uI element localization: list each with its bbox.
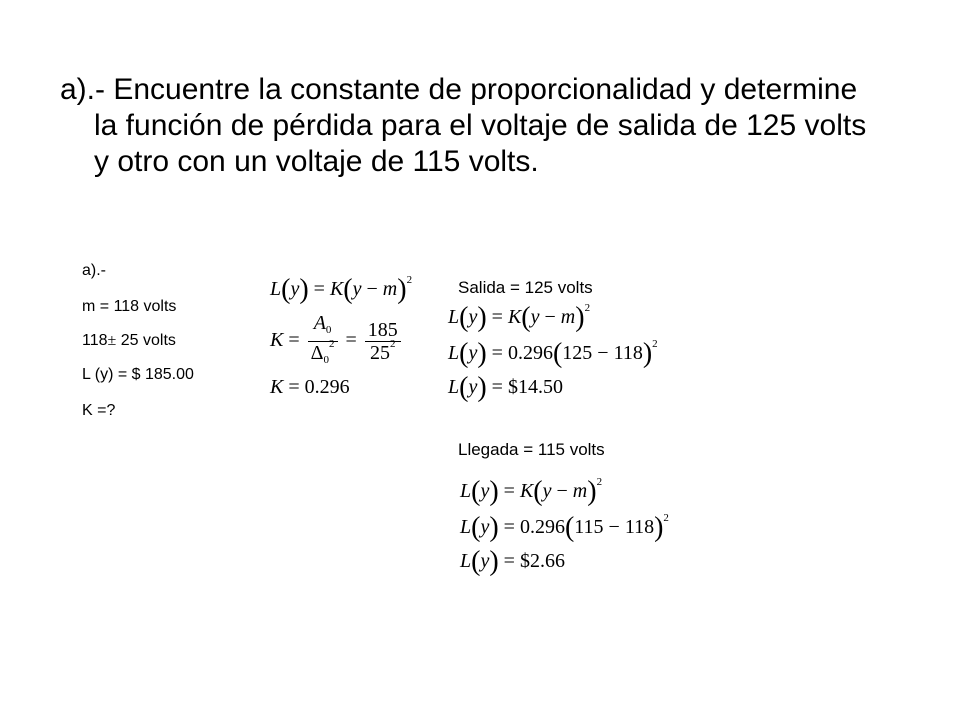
llegada-substitution: $L(y) = 0.296(115 - 118)^2$: [460, 512, 669, 543]
llegada-label: Llegada = 115 volts: [458, 440, 605, 459]
llegada-formula: $L(y) = K(y - m)^2$: [460, 476, 603, 507]
llegada-result: L(y) = $2.66: [460, 546, 565, 577]
salida-substitution: $L(y) = 0.296(125 - 118)^2$: [448, 338, 658, 369]
page-heading: a).- Encuentre la constante de proporcionalidad y determine la función de pérdida para el voltaje de salida de 125 volts y otro con un voltaje de 115 volts.: [60, 73, 867, 178]
loss-function-formula: $L(y) = K(y - m)^2$: [270, 274, 413, 305]
k-fraction-formula: K = $\frac{A_0}{\Delta_0^2}$ = $\frac{185}{25^2}$: [270, 312, 404, 371]
salida-formula: $L(y) = K(y - m)^2$: [448, 302, 591, 333]
k-fraction-right: $\frac{185}{25^2}$: [365, 319, 401, 364]
k-result: K = 0.296: [270, 376, 350, 398]
given-part-label: a).-: [82, 262, 106, 279]
given-k: K =?: [82, 402, 116, 419]
given-m: m = 118 volts: [82, 298, 177, 315]
salida-result: L(y) = $14.50: [448, 372, 563, 403]
given-loss: L (y) = $ 185.00: [82, 366, 194, 383]
given-range: 118± 25 volts: [82, 332, 176, 349]
k-fraction-left: $\frac{A_0}{\Delta_0^2}$: [308, 312, 338, 371]
salida-label: Salida = 125 volts: [458, 278, 593, 297]
